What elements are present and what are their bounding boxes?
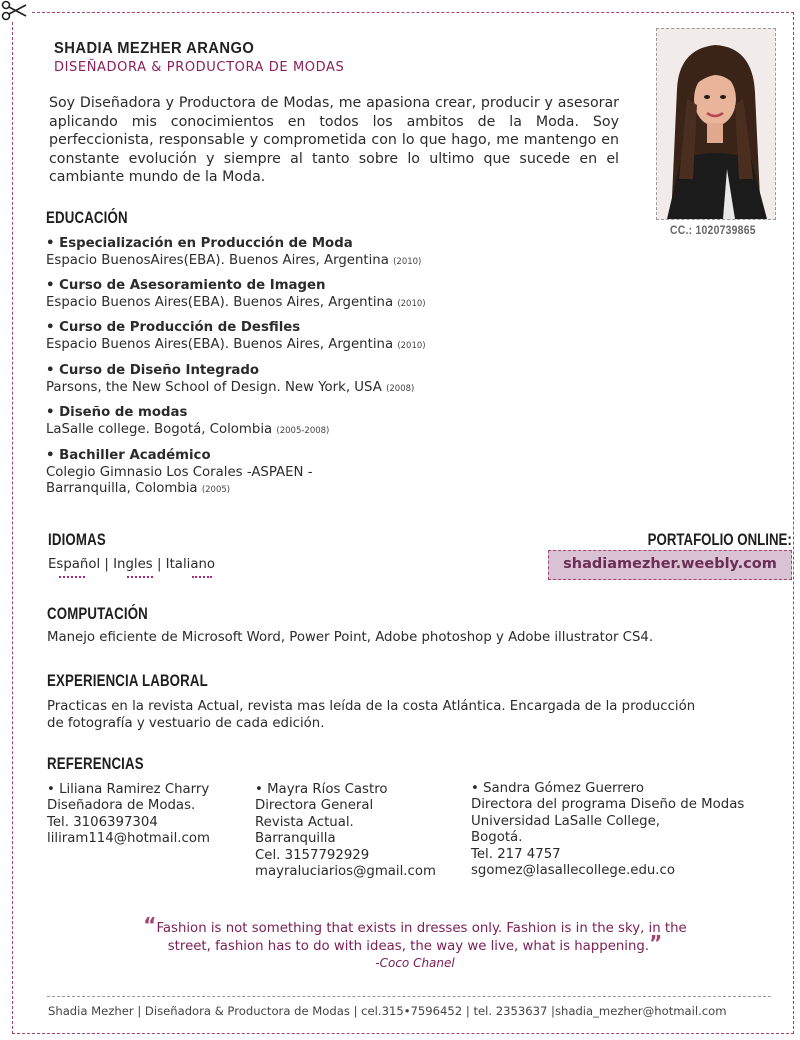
- education-title: • Curso de Asesoramiento de Imagen: [46, 278, 326, 293]
- languages-heading: IDIOMAS: [48, 530, 106, 549]
- references-heading: REFERENCIAS: [47, 754, 144, 773]
- reference-card: [255, 782, 436, 880]
- education-place: Colegio Gimnasio Los Corales -ASPAEN -: [46, 464, 313, 480]
- reference-email[interactable]: sgomez@lasallecollege.edu.co: [471, 863, 675, 879]
- fashion-quote: [60, 913, 770, 972]
- footer-divider: [47, 996, 771, 997]
- education-year: (2010): [397, 340, 426, 351]
- person-name: SHADIA MEZHER ARANGO: [54, 40, 255, 57]
- education-place-line2: Barranquilla, Colombia: [46, 481, 198, 496]
- language-item: Italiano: [165, 557, 216, 572]
- quote-line: Fashion is not something that exists in dresses only. Fashion is in the sky, in the: [156, 921, 687, 936]
- reference-line: Cel. 3157792929: [255, 847, 370, 863]
- reference-line: • Sandra Gómez Guerrero: [471, 781, 644, 796]
- education-place: Espacio BuenosAires(EBA). Buenos Aires, Argentina: [46, 252, 389, 268]
- reference-line: Diseñadora de Modas.: [47, 798, 196, 814]
- education-year: (2005): [201, 485, 231, 495]
- language-level-dots: [127, 576, 153, 580]
- reference-line: Universidad LaSalle College,: [471, 813, 661, 829]
- reference-card: [47, 782, 210, 848]
- education-place: LaSalle college. Bogotá, Colombia: [46, 421, 273, 437]
- language-item: Español: [48, 557, 101, 572]
- reference-line: Tel. 217 4757: [471, 846, 561, 862]
- education-title: • Diseño de modas: [46, 405, 188, 420]
- language-separator: |: [152, 557, 166, 572]
- portfolio-heading: PORTAFOLIO ONLINE:: [647, 530, 792, 549]
- experience-line: de fotografía y vestuario de cada edición.: [47, 716, 325, 731]
- education-item: [46, 320, 426, 354]
- education-item: [46, 405, 329, 439]
- experience-heading: EXPERIENCIA LABORAL: [47, 671, 208, 690]
- education-year: (2010): [393, 256, 422, 267]
- languages-list: [48, 557, 215, 572]
- language-level-dots: [192, 576, 212, 580]
- quote-author: -Coco Chanel: [375, 956, 455, 970]
- education-year: (2010): [397, 298, 426, 309]
- reference-email[interactable]: mayraluciarios@gmail.com: [255, 864, 436, 880]
- reference-line: • Mayra Ríos Castro: [255, 782, 388, 797]
- education-title: • Bachiller Académico: [46, 448, 211, 463]
- education-item: [46, 363, 414, 397]
- open-quote-mark: “: [143, 913, 157, 937]
- education-item: [46, 448, 313, 499]
- reference-email[interactable]: liliram114@hotmail.com: [47, 831, 210, 847]
- computing-text: Manejo eficiente de Microsoft Word, Power Point, Adobe photoshop y Adobe illustrator CS4.: [47, 630, 654, 645]
- education-title: • Curso de Producción de Desfiles: [46, 320, 301, 335]
- close-quote-mark: ”: [649, 930, 663, 955]
- portfolio-link[interactable]: shadiamezher.weebly.com: [548, 550, 792, 580]
- id-number: CC.: 1020739865: [670, 225, 756, 237]
- education-place: Parsons, the New School of Design. New York, USA: [46, 379, 382, 395]
- reference-line: Directora General: [255, 798, 374, 814]
- education-title: • Curso de Diseño Integrado: [46, 363, 260, 378]
- profile-summary: Soy Diseñadora y Productora de Modas, me apasiona crear, producir y asesorar aplicando mis conocimientos en todos los ambitos de la Moda. Soy perfeccionista, responsable y comprometida con lo que hago, me mantengo en constante evolución y siempre al tanto sobre lo ultimo que sucede en el cambiante mundo de la Moda.: [49, 95, 619, 185]
- reference-line: Tel. 3106397304: [47, 814, 158, 830]
- reference-line: Directora del programa Diseño de Modas: [471, 797, 745, 813]
- education-item: [46, 236, 421, 270]
- education-year: (2008): [386, 383, 415, 394]
- portrait-illustration: [657, 29, 775, 219]
- education-year: (2005-2008): [276, 425, 330, 436]
- person-role: DISEÑADORA & PRODUCTORA DE MODAS: [54, 60, 345, 75]
- footer-contact: Shadia Mezher | Diseñadora & Productora de Modas | cel.315•7596452 | tel. 2353637 |shadia_mezher@hotmail.com: [48, 1004, 727, 1018]
- education-title: • Especialización en Producción de Moda: [46, 236, 353, 251]
- language-separator: |: [100, 557, 114, 572]
- reference-line: Barranquilla: [255, 831, 336, 847]
- scissors-icon: [0, 0, 32, 22]
- language-item: Ingles: [113, 557, 153, 572]
- reference-line: • Liliana Ramirez Charry: [47, 782, 210, 797]
- reference-line: Revista Actual.: [255, 814, 354, 830]
- profile-photo: [656, 28, 776, 220]
- computing-heading: COMPUTACIÓN: [47, 604, 148, 623]
- reference-line: Bogotá.: [471, 830, 523, 846]
- experience-line: Practicas en la revista Actual, revista mas leída de la costa Atlántica. Encargada de la producción: [47, 699, 696, 714]
- education-heading: EDUCACIÓN: [46, 208, 128, 227]
- education-place: Espacio Buenos Aires(EBA). Buenos Aires, Argentina: [46, 336, 394, 352]
- education-item: [46, 278, 426, 312]
- language-level-dots: [59, 576, 85, 580]
- quote-line: street, fashion has to do with ideas, the way we live, what is happening.: [167, 938, 650, 954]
- education-place: Espacio Buenos Aires(EBA). Buenos Aires, Argentina: [46, 294, 394, 310]
- reference-card: [471, 781, 744, 879]
